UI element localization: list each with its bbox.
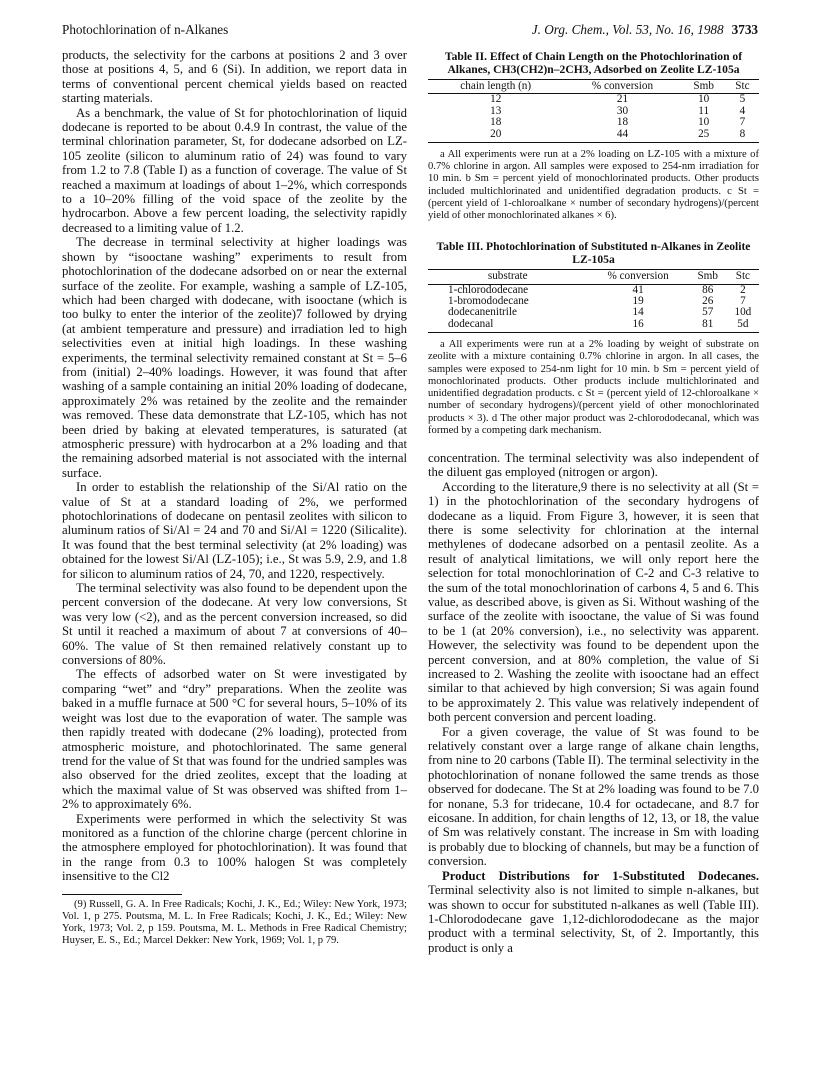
footnote-rule — [62, 894, 182, 895]
table-cell: dodecanal — [428, 319, 587, 333]
table-header: Smb — [681, 80, 725, 94]
table-cell: 5d — [727, 319, 759, 333]
header-title: Photochlorination of n-Alkanes — [62, 22, 229, 37]
table-row — [428, 129, 759, 143]
table-row — [428, 117, 759, 128]
table-cell: 18 — [616, 116, 629, 129]
paragraph: For a given coverage, the value of St was found to be relatively constant over a large range of alkane chain lengths, from nine to 20 carbons (Table II). The terminal selectivity in the photochlorination of nonane followed the same trends as those observed for dodecane. The St at 2% loading was found to be 7.0 for nonane, 5.3 for tridecane, 10.4 for octadecane, and 8.7 for eicosane. In addition, for chain lengths of 12, 13, or 18, the value of Sm was relatively constant. The increase in Sm with loading is probably due to blocking of channels, but may be a function of conversion. — [428, 724, 759, 869]
paragraph: In order to establish the relationship of the Si/Al ratio on the value of St at a standard loading of 2%, we performed photochlorinations of dodecane on pentasil zeolites with silicon to aluminum ratios of Si/Al = 24 and 70 and Si/Al = 1220 (Silicalite). It was found that the best terminal selectivity (at 2% loading) was obtained for the lowest Si/Al (LZ-105); i.e., St was 5.9, 2.9, and 1.8 for silicon to aluminum ratios of 24, 70, and 1220, respectively. — [62, 480, 407, 581]
table-cell: 20 — [428, 129, 563, 143]
table-cell: 10 — [698, 116, 710, 129]
table-2-notes — [428, 149, 759, 222]
section-paragraph — [428, 869, 759, 955]
table-row — [428, 106, 759, 117]
section-text: Terminal selectivity also is not limited to simple n-alkanes, but was shown to occur for substituted n-alkanes as well (Table III). 1-Chlorododecane gave 1,12-dichlorododecane as the major product with a terminal selectivity, St, of 2. Importantly, this product is only a — [428, 883, 759, 955]
table-cell: 10 — [698, 93, 710, 106]
paragraph: As a benchmark, the value of St for photochlorination of liquid dodecane is reported to be about 0.4.9 In contrast, the value of the terminal chlorination parameter, St, for dodecane adsorbed on LZ-105 zeolite (silicon to aluminum ratio of 24) was found to vary from 1.2 to 7.8 (Table I) as a function of coverage. The value of St reached a maximum at loadings of about 1–2%, which corresponds to a 10–20% filling of the void space of the zeolite by the hydrocarbon. Above a few percent loading, the selectivity rapidly decreased to a limiting value of 1.2. — [62, 105, 407, 235]
paragraph: The terminal selectivity was also found to be dependent upon the percent conversion of the dodecane. At very low conversions, St was very low (<2), and as the percent conversion increased, so did St until it reached a maximum of about 7 at conversions of 40–60%. The value of St then remained relatively constant up to conversions of 80%. — [62, 581, 407, 668]
table-2-caption: Table II. Effect of Chain Length on the Photochlorination of Alkanes, CH3(CH2)n–2CH3, Adsorbed on Zeolite LZ-105a — [444, 50, 743, 76]
footnote-text: (9) Russell, G. A. In Free Radicals; Kochi, J. K., Ed.; Wiley: New York, 1973; Vol. 1, p 275. Poutsma, M. L. In Free Radicals; Kochi, J. K., Ed.; Wiley: New York, 1973; Vol. 2, p 159. Poutsma, M. L. Methods in Free Radical Chemistry; Huyser, E. S., Ed.; Marcel Dekker: New York, 1969; Vol. 1, p 79. — [62, 898, 407, 947]
page-number: 3733 — [731, 22, 758, 37]
table-3-caption: Table III. Photochlorination of Substituted n-Alkanes in Zeolite LZ-105a — [436, 240, 751, 267]
paragraph: The effects of adsorbed water on St were investigated by comparing “wet” and “dry” preparations. When the zeolite was baked in a muffle furnace at 500 °C for several hours, 5–10% of its weight was lost due to the evaporation of water. The sample was then rapidly treated with dodecane (2% loading), protected from atmospheric moisture, and photochlorinated. The same general trend for the value of St that was found for the undried samples was also observed for the dried zeolites, except that the loading at which the maximal value of St was observed was shifted from 1–2% to approximately 6%. — [62, 667, 407, 812]
spacer — [428, 437, 759, 451]
table-header: chain length (n) — [428, 80, 563, 94]
table-header: Stc — [726, 80, 759, 94]
table-cell: 30 — [616, 104, 629, 117]
table-cell: 21 — [616, 93, 629, 106]
table-cell: 8 — [726, 129, 759, 143]
table-notes-text: a All experiments were run at a 2% loading on LZ-105 with a mixture of 0.7% chlorine in argon. All samples were exposed to 254-nm irradiation for 10 min. b Sm = percent yield of monochlorinated products. Other products included multichlorinated and unidentified degradation products. c St = (percent yield of 1-chloroalkane × number of secondary hydrogens)/(percent yield of other monochlorinated alkanes × 6). — [428, 149, 759, 222]
table-cell: 57 — [702, 306, 714, 319]
table-cell: 26 — [702, 295, 714, 308]
spacer — [428, 222, 759, 238]
table-row — [428, 319, 759, 333]
table-cell: 2 — [740, 283, 746, 296]
paragraph: Experiments were performed in which the selectivity St was monitored as a function of the chlorine charge (percent chlorine in the atmosphere employed for photochlorination). It was found that in the range from 0.3 to 100% halogen St was completely insensitive to the Cl2 — [62, 811, 407, 884]
table-cell: 16 — [587, 319, 688, 333]
table-cell: 86 — [702, 283, 714, 296]
paragraph: The decrease in terminal selectivity at higher loadings was shown by “isooctane washing” experiments to result from photochlorination of the dodecane adsorbed on or near the external surface of the zeolite. For example, washing a sample of LZ-105, which had been charged with dodecane, with isooctane (which is too bulky to enter the interior of the zeolite)7 followed by drying (at ambient temperature and pressure) and irradiation led to high selectivities even at initial high loadings. In these washing experiments, the terminal selectivity remained constant at St = 5–6 from (initial) 2–40% loadings. However, it was found that after washing of a sample containing an initial 20% loading of dodecane, approximately 2% was retained by the zeolite and the remainder was removed. These data demonstrate that LZ-105, which has not been dried by baking at elevated temperatures, is saturated (at atmospheric pressure) with hydrocarbon at a 2% loading and that the remaining adsorbed material is not associated with the internal surface. — [62, 235, 407, 480]
paragraph: products, the selectivity for the carbons at positions 2 and 3 over those at positions 4, 5, and 6 (Si). In addition, we report data in terms of conventional percent chemical yields based on reacted starting materials. — [62, 48, 407, 106]
table-header: substrate — [428, 270, 587, 284]
header-citation — [532, 22, 758, 38]
table-header: Stc — [727, 270, 759, 284]
paragraph: concentration. The terminal selectivity was also independent of the diluent gas employed (nitrogen or argon). — [428, 450, 759, 480]
table-cell: 10d — [734, 306, 752, 319]
table-cell: 1-chlorododecane — [448, 283, 529, 296]
table-cell: 12 — [490, 93, 502, 106]
table-cell: 11 — [698, 104, 710, 117]
table-row — [428, 94, 759, 106]
table-2 — [428, 79, 759, 143]
table-header: Smb — [689, 270, 727, 284]
table-cell: 5 — [739, 93, 746, 106]
section-heading: Product Distributions for 1-Substituted Dodecanes. — [442, 868, 759, 883]
table-header: % conversion — [563, 80, 681, 94]
table-cell: 18 — [490, 116, 502, 129]
table-cell: 7 — [740, 295, 746, 308]
footnote — [62, 899, 407, 948]
table-cell: 41 — [632, 283, 644, 296]
table-cell: 81 — [689, 319, 727, 333]
table-3-notes — [428, 339, 759, 437]
table-cell: 14 — [632, 306, 644, 319]
journal-citation: J. Org. Chem., Vol. 53, No. 16, 1988 — [531, 22, 724, 37]
table-header: % conversion — [587, 270, 688, 284]
table-3 — [428, 269, 759, 333]
table-cell: 1-bromododecane — [448, 295, 529, 308]
paragraph: According to the literature,9 there is no selectivity at all (St = 1) in the photochlorination of the secondary hydrogens of dodecane as a liquid. From Figure 3, however, it is seen that there is some selectivity for chlorination at the internal methylenes of dodecane adsorbed on a pentasil zeolite. As a result of analytical limitations, we will only report here the selection for total monochlorination of C-2 and C-3 relative to the sum of the total monochlorination of carbons 4, 5 and 6. This value, as described above, is given as Si. Without washing of the surface of the zeolite with isooctane, the value of Si was found to be 1 (at 20% conversion), i.e., no selectivity was apparent. However, the selectivity was found to be dependent upon the percent conversion, and at 80% completion, the value of Si increased to 2. Washing the zeolite with isooctane had an effect similar to that achieved by high conversion; Si was again found to be approximately 2. This value was relatively independent of both percent conversion and percent loading. — [428, 479, 759, 725]
left-column — [62, 48, 407, 947]
running-header — [62, 22, 758, 38]
table-cell: 13 — [490, 104, 502, 117]
table-cell: 19 — [632, 295, 644, 308]
table-cell: 25 — [681, 129, 725, 143]
table-cell: 44 — [563, 129, 681, 143]
table-notes-text: a All experiments were run at a 2% loading by weight of substrate on zeolite with a mixture containing 0.7% chlorine in argon. In all cases, the samples were exposed to 254-nm light for 10 min. b Sm = percent yield of monochlorinated products. Other products include multichlorinated and unidentified degradation products. c St = (percent yield of 12-chloroalkane × number of secondary hydrogens)/(percent yield of other monochlorinated products × 3). d The other major product was 2-chlorododecanal, which was formed by a competing dark mechanism. — [428, 339, 759, 436]
right-column — [428, 48, 759, 955]
table-cell: 4 — [739, 104, 746, 117]
table-cell: 7 — [739, 116, 746, 129]
table-cell: dodecanenitrile — [448, 306, 517, 319]
